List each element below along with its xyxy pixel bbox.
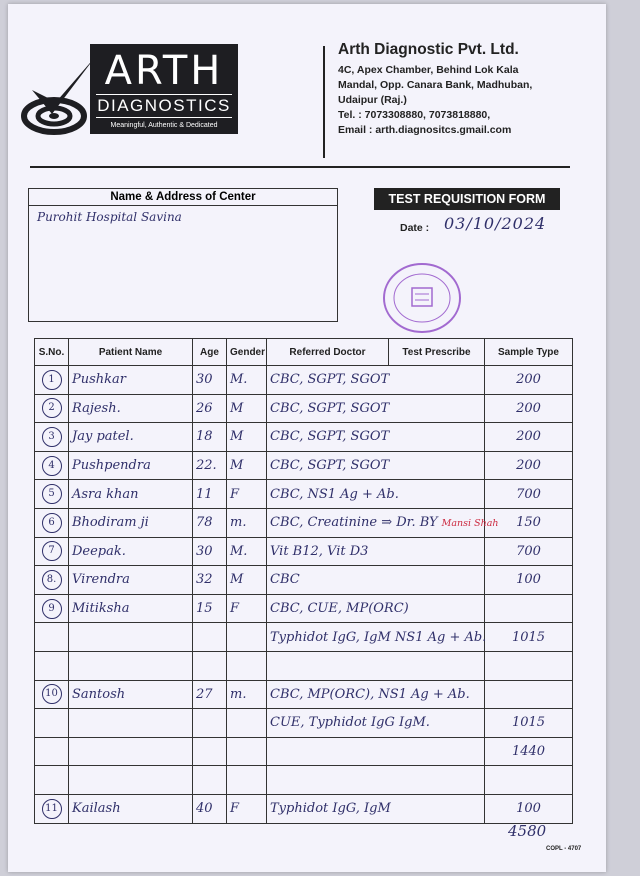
serial-number-cell <box>35 709 69 738</box>
sample-type-cell: 1015 <box>485 623 573 652</box>
age-cell: 40 <box>193 794 227 823</box>
hospital-seal-stamp-icon <box>380 260 464 336</box>
serial-number-cell <box>35 508 69 537</box>
serial-number: 3 <box>42 427 62 447</box>
age-cell <box>193 651 227 680</box>
gender-cell <box>227 737 267 766</box>
table-row <box>35 366 573 395</box>
test-prescribe-cell <box>267 451 485 480</box>
age-cell <box>193 709 227 738</box>
patient-name-cell <box>69 623 193 652</box>
test-prescribe-cell <box>267 794 485 823</box>
sample-type-cell: 200 <box>485 423 573 452</box>
column-header: Age <box>193 339 227 366</box>
table-row <box>35 594 573 623</box>
form-title: TEST REQUISITION FORM <box>374 188 560 210</box>
serial-number: 10 <box>42 684 62 704</box>
patient-name-cell: Virendra <box>69 566 193 595</box>
patient-name-cell: Pushpendra <box>69 451 193 480</box>
serial-number-cell <box>35 537 69 566</box>
patient-name-cell <box>69 766 193 795</box>
test-text: Typhidot IgG, IgM <box>270 801 391 817</box>
gender-cell: F <box>227 480 267 509</box>
age-cell <box>193 737 227 766</box>
gender-cell: m. <box>227 508 267 537</box>
age-cell: 30 <box>193 366 227 395</box>
patient-name-cell: Kailash <box>69 794 193 823</box>
age-cell: 30 <box>193 537 227 566</box>
header-rule <box>30 166 570 168</box>
serial-number: 4 <box>42 456 62 476</box>
test-prescribe-cell <box>267 737 485 766</box>
serial-number-cell <box>35 566 69 595</box>
age-cell: 18 <box>193 423 227 452</box>
serial-number-cell <box>35 423 69 452</box>
gender-cell <box>227 623 267 652</box>
sample-type-cell <box>485 680 573 709</box>
serial-number-cell <box>35 737 69 766</box>
column-header: Test Prescribe <box>389 339 485 366</box>
serial-number: 5 <box>42 484 62 504</box>
serial-number: 1 <box>42 370 62 390</box>
test-prescribe-cell <box>267 480 485 509</box>
column-header: Sample Type <box>485 339 573 366</box>
company-tel: Tel. : 7073308880, 7073818880, <box>338 109 491 121</box>
column-header: Gender <box>227 339 267 366</box>
serial-number-cell <box>35 394 69 423</box>
gender-cell <box>227 766 267 795</box>
company-name: Arth Diagnostic Pvt. Ltd. <box>338 41 519 58</box>
table-row <box>35 508 573 537</box>
sample-type-cell: 100 <box>485 794 573 823</box>
patient-name-cell: Rajesh. <box>69 394 193 423</box>
test-text: CBC, SGPT, SGOT <box>270 429 390 445</box>
test-text: CUE, Typhidot IgG IgM. <box>270 715 430 731</box>
serial-number: 9 <box>42 599 62 619</box>
sample-type-cell: 700 <box>485 480 573 509</box>
patient-name-cell: Santosh <box>69 680 193 709</box>
patient-name-cell: Bhodiram ji <box>69 508 193 537</box>
sample-type-cell <box>485 766 573 795</box>
test-text: CBC, SGPT, SGOT <box>270 372 390 388</box>
serial-number: 2 <box>42 398 62 418</box>
test-text: CBC <box>270 572 300 588</box>
age-cell: 11 <box>193 480 227 509</box>
table-row <box>35 451 573 480</box>
test-prescribe-cell <box>267 709 485 738</box>
patient-name-cell <box>69 737 193 766</box>
table-row <box>35 766 573 795</box>
date-value: 03/10/2024 <box>444 214 547 233</box>
test-text: CBC, NS1 Ag + Ab. <box>270 486 399 502</box>
table-body <box>35 366 573 824</box>
serial-number-cell <box>35 623 69 652</box>
gender-cell: M <box>227 566 267 595</box>
patient-name-cell: Mitiksha <box>69 594 193 623</box>
serial-number: 11 <box>42 799 62 819</box>
gender-cell: M <box>227 394 267 423</box>
column-header: Referred Doctor <box>267 339 389 366</box>
test-prescribe-cell <box>267 651 485 680</box>
requisition-table <box>34 338 573 824</box>
serial-number-cell <box>35 651 69 680</box>
sample-total: 4580 <box>508 822 547 840</box>
serial-number: 6 <box>42 513 62 533</box>
test-text: CBC, SGPT, SGOT <box>270 400 390 416</box>
table-row <box>35 623 573 652</box>
age-cell: 22. <box>193 451 227 480</box>
gender-cell: m. <box>227 680 267 709</box>
serial-number-cell <box>35 794 69 823</box>
logo-brand-text: ARTH <box>104 48 224 94</box>
age-cell: 26 <box>193 394 227 423</box>
table-row <box>35 737 573 766</box>
column-header: Patient Name <box>69 339 193 366</box>
column-header: S.No. <box>35 339 69 366</box>
logo-tagline: Meaningful, Authentic & Dedicated <box>110 122 218 129</box>
logo-sub-text: DIAGNOSTICS <box>96 94 232 118</box>
serial-number: 7 <box>42 541 62 561</box>
company-info <box>338 42 608 138</box>
company-email: Email : arth.diagnositcs.gmail.com <box>338 124 512 136</box>
date-label: Date : <box>400 222 430 234</box>
age-cell: 78 <box>193 508 227 537</box>
serial-number-cell <box>35 366 69 395</box>
gender-cell <box>227 709 267 738</box>
sample-type-cell <box>485 651 573 680</box>
table-row <box>35 709 573 738</box>
center-name-handwritten: Purohit Hospital Savina <box>37 210 182 224</box>
table-row <box>35 651 573 680</box>
age-cell: 32 <box>193 566 227 595</box>
table-row <box>35 537 573 566</box>
sample-type-cell: 200 <box>485 394 573 423</box>
sample-type-cell: 1440 <box>485 737 573 766</box>
age-cell: 27 <box>193 680 227 709</box>
center-box-title: Name & Address of Center <box>29 189 337 206</box>
table-row <box>35 480 573 509</box>
gender-cell <box>227 651 267 680</box>
test-text: Vit B12, Vit D3 <box>270 543 369 559</box>
patient-name-cell: Asra khan <box>69 480 193 509</box>
serial-number-cell <box>35 594 69 623</box>
document-code: COPL - 4707 <box>546 846 582 852</box>
serial-number: 8. <box>42 570 62 590</box>
serial-number-cell <box>35 451 69 480</box>
patient-name-cell <box>69 651 193 680</box>
table-row <box>35 794 573 823</box>
doctor-note: Mansi Shah <box>441 518 499 530</box>
company-address-line-1: 4C, Apex Chamber, Behind Lok Kala <box>338 64 519 76</box>
gender-cell: M. <box>227 537 267 566</box>
table-row <box>35 566 573 595</box>
serial-number-cell <box>35 766 69 795</box>
gender-cell: F <box>227 594 267 623</box>
test-prescribe-cell <box>267 680 485 709</box>
brand-logo <box>90 44 238 134</box>
company-address-line-2: Mandal, Opp. Canara Bank, Madhuban, <box>338 79 533 91</box>
serial-number-cell <box>35 680 69 709</box>
test-prescribe-cell <box>267 366 485 395</box>
age-cell <box>193 623 227 652</box>
gender-cell: M <box>227 451 267 480</box>
patient-name-cell: Jay patel. <box>69 423 193 452</box>
age-cell: 15 <box>193 594 227 623</box>
company-address-line-3: Udaipur (Raj.) <box>338 94 407 106</box>
center-address-box <box>28 188 338 322</box>
test-prescribe-cell <box>267 594 485 623</box>
patient-name-cell <box>69 709 193 738</box>
table-header-row <box>35 339 573 366</box>
sample-type-cell: 200 <box>485 451 573 480</box>
test-prescribe-cell <box>267 766 485 795</box>
table-row <box>35 423 573 452</box>
test-prescribe-cell <box>267 537 485 566</box>
header-divider <box>323 46 325 158</box>
gender-cell: M <box>227 423 267 452</box>
requisition-form-page <box>8 4 606 872</box>
test-prescribe-cell <box>267 566 485 595</box>
test-prescribe-cell <box>267 423 485 452</box>
serial-number-cell <box>35 480 69 509</box>
test-text: CBC, CUE, MP(ORC) <box>270 601 409 617</box>
table-row <box>35 680 573 709</box>
test-text: CBC, SGPT, SGOT <box>270 458 390 474</box>
test-prescribe-cell <box>267 623 485 652</box>
test-prescribe-cell <box>267 394 485 423</box>
age-cell <box>193 766 227 795</box>
patient-name-cell: Pushkar <box>69 366 193 395</box>
test-text: CBC, MP(ORC), NS1 Ag + Ab. <box>270 686 470 702</box>
sample-type-cell: 100 <box>485 566 573 595</box>
sample-type-cell <box>485 594 573 623</box>
patient-name-cell: Deepak. <box>69 537 193 566</box>
gender-cell: F <box>227 794 267 823</box>
sample-type-cell: 150 <box>485 508 573 537</box>
test-prescribe-cell <box>267 508 499 537</box>
test-text: Typhidot IgG, IgM NS1 Ag + Ab. <box>270 629 487 645</box>
table-row <box>35 394 573 423</box>
test-text: CBC, Creatinine ⇒ Dr. BY <box>270 515 438 531</box>
sample-type-cell: 200 <box>485 366 573 395</box>
sample-type-cell: 1015 <box>485 709 573 738</box>
sample-type-cell: 700 <box>485 537 573 566</box>
gender-cell: M. <box>227 366 267 395</box>
